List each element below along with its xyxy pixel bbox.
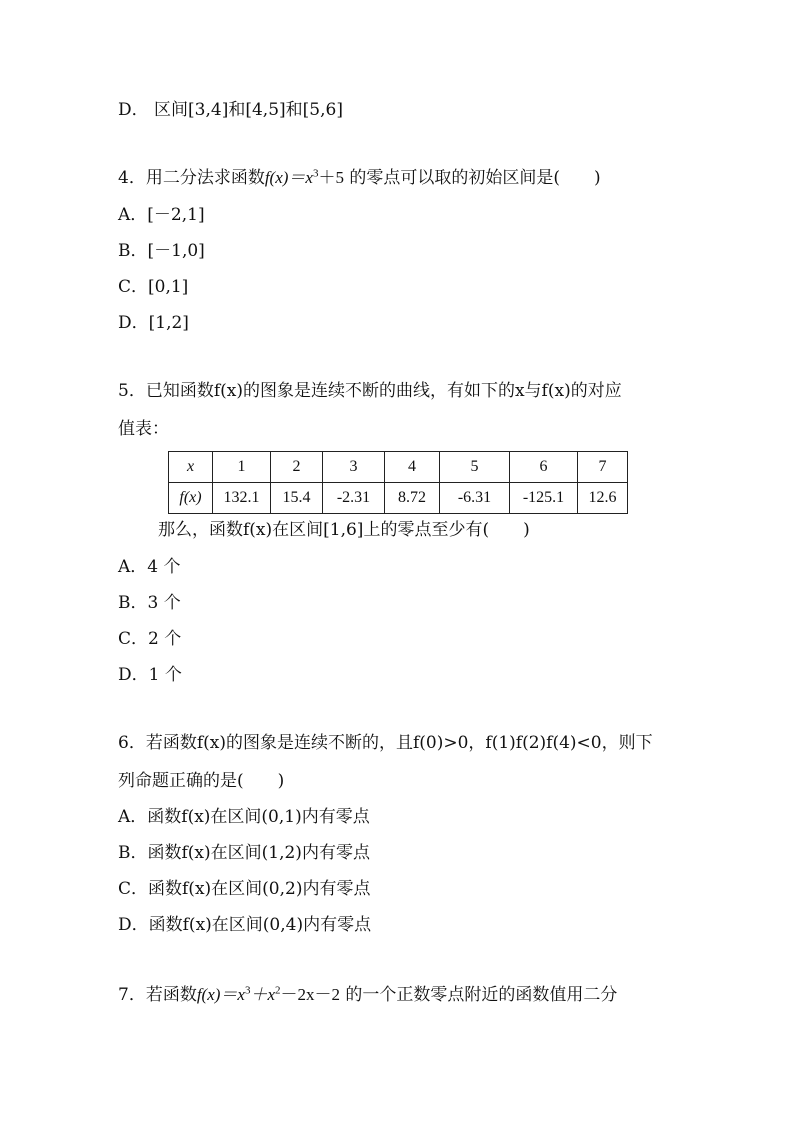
option-label: D． xyxy=(118,313,149,333)
q5-option-b xyxy=(118,591,181,615)
stem-text: 的零点可以取的初始区间是( ) xyxy=(349,168,601,188)
q4-option-a xyxy=(118,203,205,227)
function-tail: ＋5 xyxy=(318,168,344,187)
option-label: D． xyxy=(118,100,149,120)
option-label: C． xyxy=(118,629,149,649)
option-label: B． xyxy=(118,593,148,613)
option-text: 函数f(x)在区间(0,2)内有零点 xyxy=(148,879,371,899)
exponent: 3 xyxy=(312,167,319,180)
table-cell: 3 xyxy=(323,452,385,483)
function-expression: f(x)＝x xyxy=(196,985,245,1004)
q4-option-b xyxy=(118,239,205,263)
table-cell: -6.31 xyxy=(440,483,510,514)
table-cell: 6 xyxy=(510,452,578,483)
table-cell: 2 xyxy=(271,452,323,483)
table-row-x xyxy=(169,452,628,483)
function-tail: －2x－2 xyxy=(280,985,341,1004)
option-label: B． xyxy=(118,241,148,261)
stem-text: 列命题正确的是( ) xyxy=(118,771,285,791)
option-text: 函数f(x)在区间(0,4)内有零点 xyxy=(148,915,372,935)
option-text: [－1,0] xyxy=(147,241,205,261)
question-number: 6． xyxy=(118,733,146,753)
option-text: 函数f(x)在区间(0,1)内有零点 xyxy=(147,807,370,827)
option-text: 区间[3,4]和[4,5]和[5,6] xyxy=(154,100,343,120)
option-label: A． xyxy=(118,205,148,225)
q4-option-c xyxy=(118,275,188,299)
question-number: 7． xyxy=(118,985,146,1005)
table-cell: 5 xyxy=(440,452,510,483)
value-table xyxy=(168,451,628,514)
q6-option-b xyxy=(118,841,370,865)
option-text: [0,1] xyxy=(148,277,189,297)
stem-text: 已知函数f(x)的图象是连续不断的曲线，有如下的x与f(x)的对应 xyxy=(145,381,622,401)
option-text: 2 个 xyxy=(148,629,182,649)
option-label: C． xyxy=(118,277,149,297)
q4-stem xyxy=(118,166,601,190)
q5-option-c xyxy=(118,627,181,651)
question-number: 4． xyxy=(118,168,146,188)
stem-text: 若函数 xyxy=(145,985,197,1005)
function-term: ＋x xyxy=(250,985,276,1004)
table-cell: 15.4 xyxy=(271,483,323,514)
stem-text: 的一个正数零点附近的函数值用二分 xyxy=(345,985,618,1005)
table-cell: 12.6 xyxy=(578,483,628,514)
table-cell: 132.1 xyxy=(213,483,271,514)
q5-option-a xyxy=(118,555,181,579)
option-label: C． xyxy=(118,879,149,899)
q5-stem-line1 xyxy=(118,379,622,403)
table-cell: 1 xyxy=(213,452,271,483)
table-header-x: x xyxy=(169,452,213,483)
q6-stem-line1 xyxy=(118,731,653,755)
option-label: A． xyxy=(118,807,148,827)
table-cell: -2.31 xyxy=(323,483,385,514)
question-number: 5． xyxy=(118,381,146,401)
table-cell: -125.1 xyxy=(510,483,578,514)
table-cell: 4 xyxy=(385,452,440,483)
option-label: B． xyxy=(118,843,148,863)
option-label: A． xyxy=(118,557,148,577)
stem-text: 值表： xyxy=(118,419,169,439)
q3-option-d xyxy=(118,98,343,122)
option-text: 1 个 xyxy=(148,665,182,685)
q6-option-d xyxy=(118,913,371,937)
stem-text: 用二分法求函数 xyxy=(145,168,265,188)
option-label: D． xyxy=(118,915,149,935)
table-row-fx xyxy=(169,483,628,514)
option-text: [1,2] xyxy=(148,313,189,333)
option-text: [－2,1] xyxy=(147,205,205,225)
q4-option-d xyxy=(118,311,189,335)
stem-text: 若函数f(x)的图象是连续不断的，且f(0)>0，f(1)f(2)f(4)<0，则下 xyxy=(145,733,653,753)
exponent: 2 xyxy=(275,984,281,997)
q6-option-a xyxy=(118,805,370,829)
option-text: 4 个 xyxy=(147,557,181,577)
table-cell: 7 xyxy=(578,452,628,483)
q6-stem-line2 xyxy=(118,769,284,793)
exponent: 3 xyxy=(244,984,251,997)
q7-stem xyxy=(118,983,617,1007)
option-text: 3 个 xyxy=(147,593,181,613)
table-header-fx: f(x) xyxy=(169,483,213,514)
q5-stem-line3 xyxy=(158,518,530,542)
q6-option-c xyxy=(118,877,370,901)
function-expression: f(x)＝x xyxy=(264,168,313,187)
q5-stem-line2 xyxy=(118,417,169,441)
option-label: D． xyxy=(118,665,149,685)
option-text: 函数f(x)在区间(1,2)内有零点 xyxy=(147,843,370,863)
q5-option-d xyxy=(118,663,182,687)
table-cell: 8.72 xyxy=(385,483,440,514)
stem-text: 那么，函数f(x)在区间[1,6]上的零点至少有( ) xyxy=(158,520,530,540)
